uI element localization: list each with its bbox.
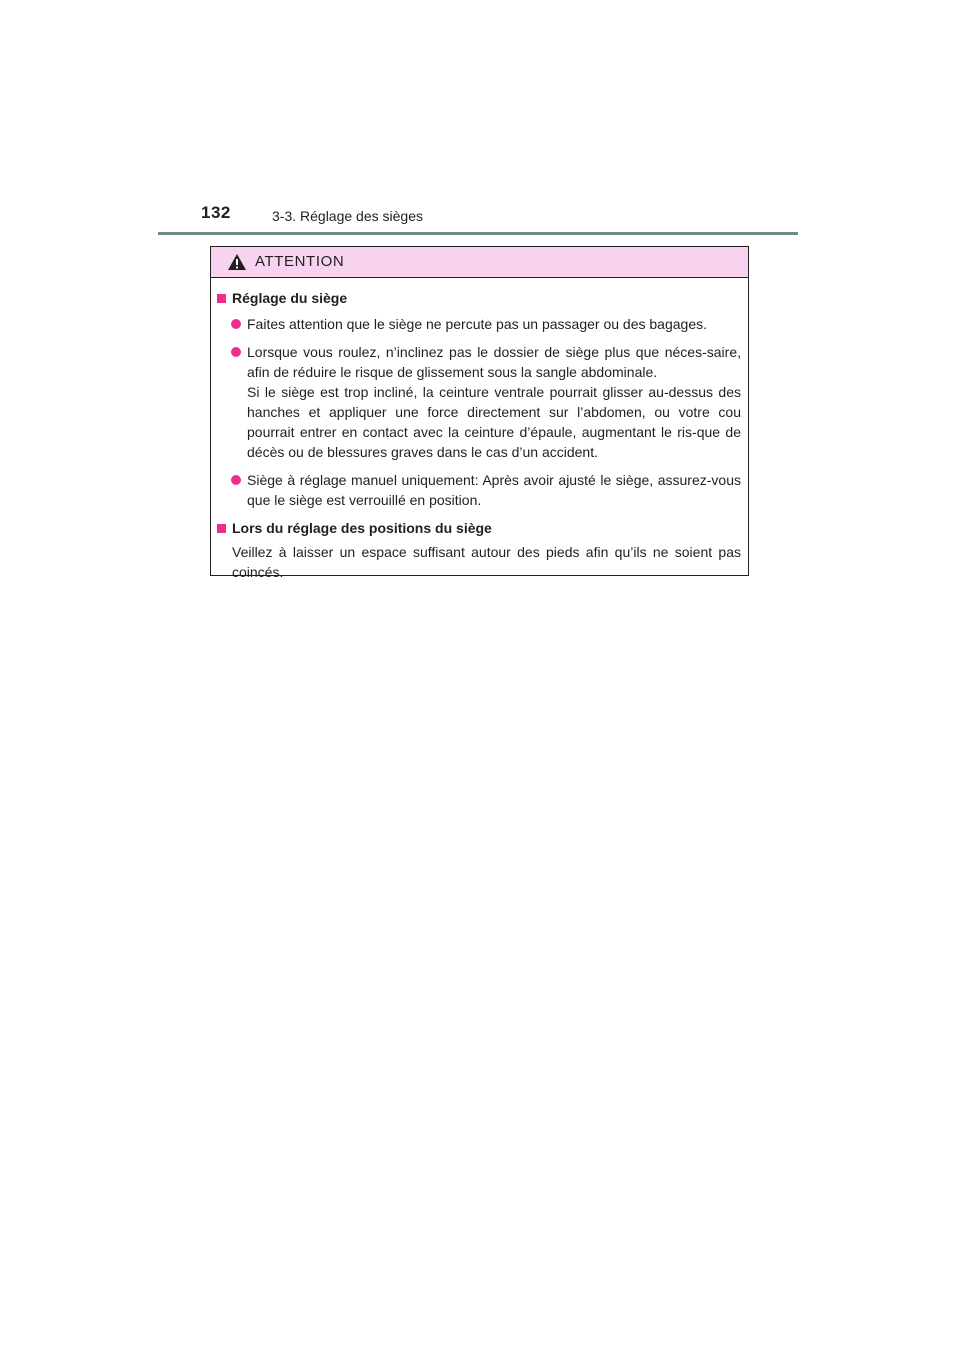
list-item	[217, 342, 741, 462]
list-item	[217, 470, 741, 510]
page-number: 132	[201, 203, 231, 222]
section-title: 3-3. Réglage des sièges	[272, 208, 423, 224]
item-paragraph: Faites attention que le siège ne percute pas un passager ou des bagages.	[247, 316, 707, 332]
page-header	[0, 0, 960, 240]
section-heading-text: Lors du réglage des positions du siège	[232, 520, 492, 536]
square-bullet-icon	[217, 294, 226, 303]
item-paragraph: Lorsque vous roulez, n’inclinez pas le dossier de siège plus que néces-saire, afin de réduire le risque de glissement sous la sangle abdominale.	[247, 344, 741, 380]
warning-title: ATTENTION	[255, 253, 345, 270]
header-rule	[158, 232, 798, 235]
item-paragraph: Siège à réglage manuel uniquement: Après avoir ajusté le siège, assurez-vous que le siège est verrouillé en position.	[247, 472, 741, 508]
section-heading	[217, 518, 741, 538]
section-heading-text: Réglage du siège	[232, 290, 348, 306]
warning-triangle-icon	[227, 253, 247, 271]
section-heading	[217, 288, 741, 308]
round-bullet-icon	[231, 347, 241, 357]
item-paragraph: Si le siège est trop incliné, la ceinture ventrale pourrait glisser au-dessus des hanches et appliquer une force directement sur l’abdomen, ou votre cou pourrait entrer en contact avec la ceinture d’épaule, augmentant le ris-que de décès ou de blessures graves dans le cas d’un accident.	[247, 384, 741, 460]
section-paragraph: Veillez à laisser un espace suffisant autour des pieds afin qu’ils ne soient pas coincés.	[232, 544, 741, 580]
warning-header	[211, 247, 748, 278]
warning-box	[210, 246, 749, 580]
section-seat-adjustment	[217, 288, 741, 510]
square-bullet-icon	[217, 524, 226, 533]
round-bullet-icon	[231, 319, 241, 329]
warning-body	[211, 278, 748, 582]
section-seat-positions	[217, 518, 741, 582]
round-bullet-icon	[231, 475, 241, 485]
list-item	[217, 314, 741, 334]
